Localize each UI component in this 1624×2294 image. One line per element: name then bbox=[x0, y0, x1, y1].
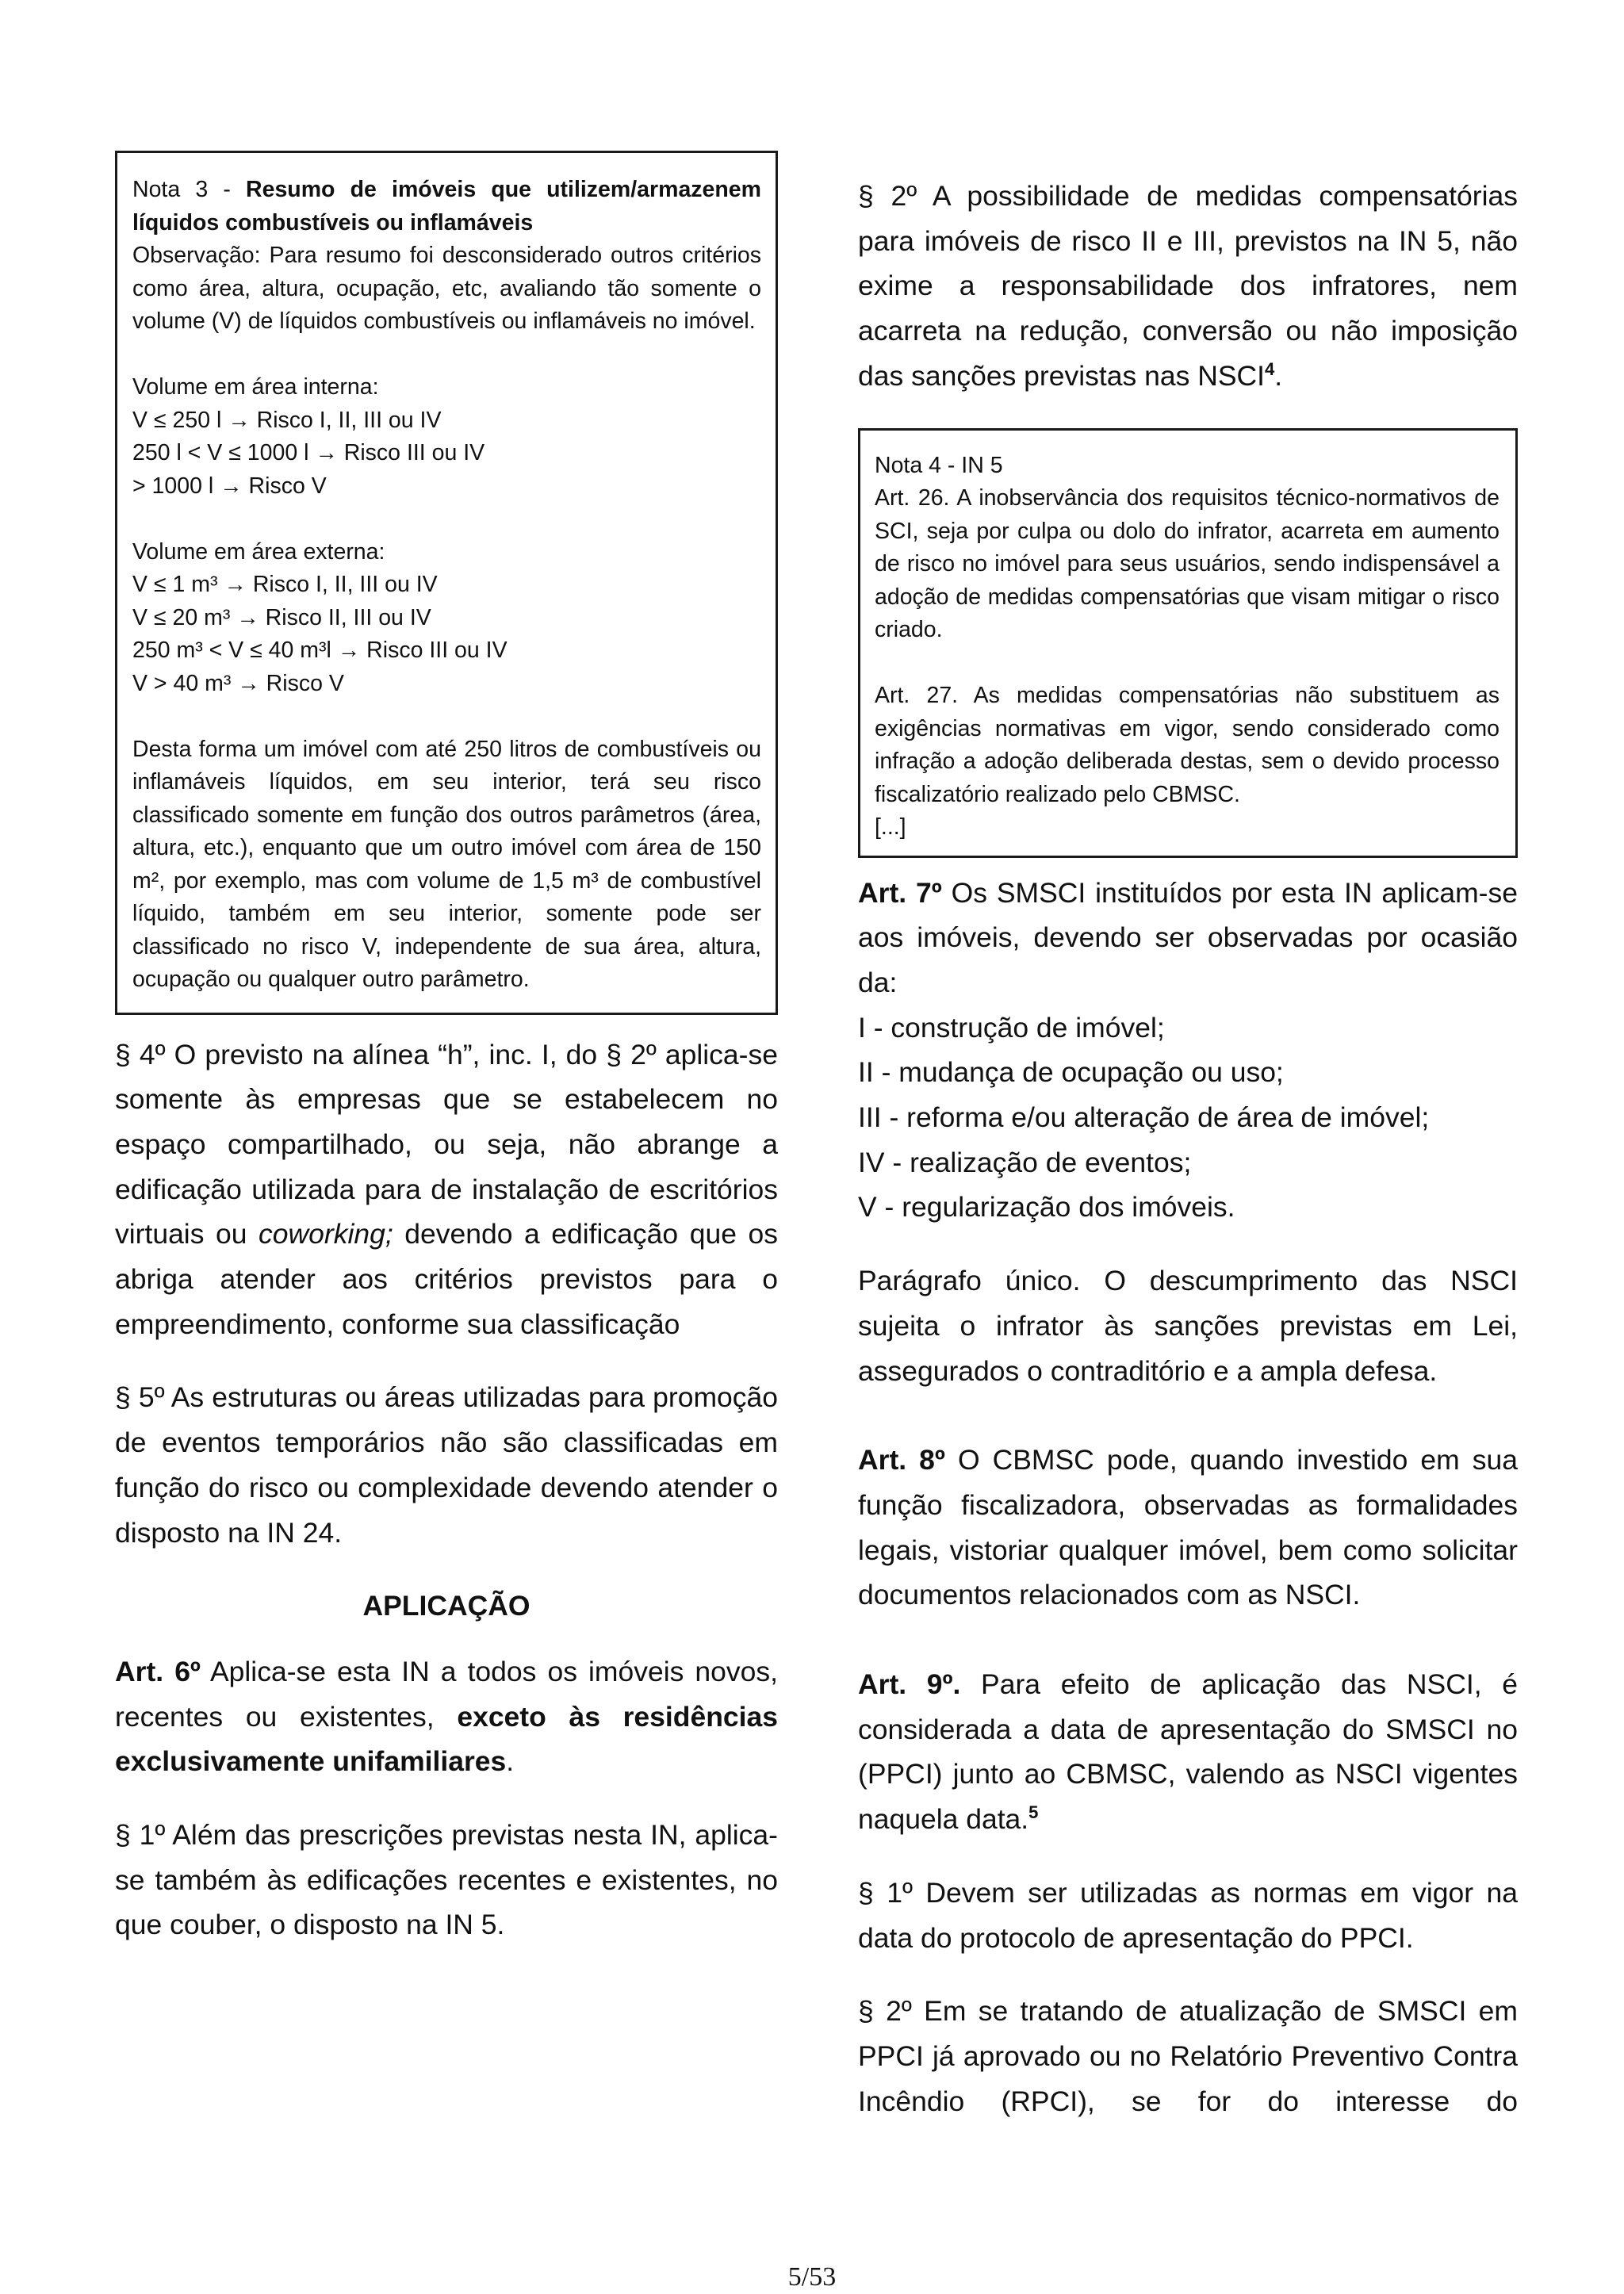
note-4-ellipsis: [...] bbox=[875, 814, 906, 841]
right-body-top bbox=[858, 174, 1518, 399]
article-9 bbox=[858, 1662, 1518, 1842]
right-body bbox=[858, 871, 1518, 2124]
article-9-label: Art. 9º. bbox=[858, 1668, 961, 1701]
note-3-internal-rule: > 1000 l → Risco V bbox=[132, 473, 327, 499]
note-4-art-27: Art. 27. As medidas compensatórias não substituem as exigências normativas em vigor, sendo considerado como infração a adoção deliberada destas, sem o devido processo fiscalizatório realizado pelo CBMSC. bbox=[875, 683, 1500, 807]
article-7-label: Art. 7º bbox=[858, 876, 942, 909]
note-3-title-paragraph bbox=[132, 174, 761, 239]
paragraph-2-text: § 2º A possibilidade de medidas compensatórias para imóveis de risco II e III, previstos na IN 5, não exime a responsabilidade dos infratores, nem acarreta na redução, conversão ou não imposição das sanções previstas nas NSCI bbox=[858, 180, 1518, 392]
note-4-art-26: Art. 26. A inobservância dos requisitos técnico-normativos de SCI, seja por culpa ou dolo do infrator, acarreta em aumento de risco no imóvel para seus usuários, sendo indispensável a adoção de medidas compensatórias que visam mitigar o risco criado. bbox=[875, 485, 1500, 643]
article-7-sole-paragraph: Parágrafo único. O descumprimento das NSCI sujeita o infrator às sanções previstas em Lei, assegurados o contraditório e a ampla defesa. bbox=[858, 1265, 1518, 1387]
article-9-text: Para efeito de aplicação das NSCI, é considerada a data de apresentação do SMSCI no (PPCI) junto ao CBMSC, valendo as NSCI vigentes naquela data. bbox=[858, 1668, 1518, 1836]
note-3-observation: Observação: Para resumo foi desconsiderado outros critérios como área, altura, ocupação, etc, avaliando tão somente o volume (V) de líquidos combustíveis ou inflamáveis no imóvel. bbox=[132, 243, 761, 334]
note-3-conclusion: Desta forma um imóvel com até 250 litros de combustíveis ou inflamáveis líquidos, em seu interior, terá seu risco classificado somente em função dos outros parâmetros (área, altura, etc.), enquanto que um outro imóvel com área de 150 m², por exemplo, mas com volume de 1,5 m³ de combustível líquido, também em seu interior, somente pode ser classificado no risco V, independente de sua área, altura, ocupação ou qualquer outro parâmetro. bbox=[132, 736, 761, 992]
section-heading-aplicacao: APLICAÇÃO bbox=[362, 1590, 530, 1622]
article-9-paragraph-2: § 2º Em se tratando de atualização de SMSCI em PPCI já aprovado ou no Relatório Preventivo Contra Incêndio (RPCI), se for do interesse do bbox=[858, 1995, 1518, 2117]
article-8 bbox=[858, 1438, 1518, 1618]
article-7-item: V - regularização dos imóveis. bbox=[858, 1191, 1235, 1224]
note-3-external-rule: V ≤ 20 m³ → Risco II, III ou IV bbox=[132, 604, 431, 630]
note-3-box bbox=[115, 151, 778, 1015]
note-3-external-heading: Volume em área externa: bbox=[132, 538, 385, 565]
paragraph-4-text: § 4º O previsto na alínea “h”, inc. I, do § 2º aplica-se somente às empresas que se estabelecem no espaço compartilhado, ou seja, não abrange a edificação utilizada para de instalação de escritórios virtuais ou bbox=[115, 1038, 778, 1250]
note-3-label: Nota 3 - bbox=[132, 177, 247, 202]
paragraph-4-italic: coworking; bbox=[259, 1218, 393, 1250]
article-7-text: Os SMSCI instituídos por esta IN aplicam-se aos imóveis, devendo ser observadas por ocasião da: bbox=[858, 876, 1518, 998]
article-7-item: IV - realização de eventos; bbox=[858, 1146, 1192, 1178]
footnote-ref-5: 5 bbox=[1028, 1802, 1039, 1823]
article-7-item: I - construção de imóvel; bbox=[858, 1011, 1165, 1044]
paragraph-5: § 5º As estruturas ou áreas utilizadas para promoção de eventos temporários não são classificadas em função do risco ou complexidade devendo atender o disposto na IN 24. bbox=[115, 1381, 778, 1549]
article-8-label: Art. 8º bbox=[858, 1444, 945, 1476]
note-3-internal-rule: V ≤ 250 l → Risco I, II, III ou IV bbox=[132, 407, 442, 433]
note-3-internal-heading: Volume em área interna: bbox=[132, 374, 379, 400]
article-6: Art. 6º Aplica-se esta IN a todos os imóveis novos, recentes ou existentes, exceto às residências exclusivamente unifamiliares. bbox=[115, 1655, 778, 1778]
paragraph-4-text-end: devendo a edificação que os abriga atender aos critérios previstos para o empreendimento, conforme sua classificação bbox=[115, 1218, 778, 1340]
footnote-ref-4: 4 bbox=[1265, 358, 1275, 379]
left-column bbox=[115, 151, 778, 1947]
note-4-box bbox=[858, 428, 1518, 858]
paragraph-2-compensatory: § 2º A possibilidade de medidas compensatórias para imóveis de risco II e III, previstos na IN 5, não exime a responsabilidade dos infratores, nem acarreta na redução, conversão ou não imposição das sanções previstas nas NSCI$^4$. bbox=[858, 180, 1518, 392]
article-7-item: III - reforma e/ou alteração de área de imóvel; bbox=[858, 1101, 1430, 1134]
article-6-bold: exceto às residências exclusivamente unifamiliares bbox=[115, 1700, 778, 1778]
note-3-title: Resumo de imóveis que utilizem/armazenem líquidos combustíveis ou inflamáveis bbox=[132, 177, 761, 236]
note-3-external-rule: V > 40 m³ → Risco V bbox=[132, 670, 344, 696]
article-6-paragraph-1: § 1º Além das prescrições previstas nesta IN, aplica-se também às edificações recentes e existentes, no que couber, o disposto na IN 5. bbox=[115, 1819, 778, 1941]
note-3-external-rule: 250 m³ < V ≤ 40 m³l → Risco III ou IV bbox=[132, 638, 508, 663]
article-8-text: O CBMSC pode, quando investido em sua função fiscalizadora, observadas as formalidades legais, vistoriar qualquer imóvel, bem como solicitar documentos relacionados com as NSCI. bbox=[858, 1444, 1518, 1611]
article-7-item: II - mudança de ocupação ou uso; bbox=[858, 1056, 1284, 1089]
note-3-external-rule: V ≤ 1 m³ → Risco I, II, III ou IV bbox=[132, 572, 438, 597]
left-body bbox=[115, 1032, 778, 1948]
paragraph-4 bbox=[115, 1032, 778, 1347]
page-number: 5/53 bbox=[787, 2262, 837, 2292]
right-column bbox=[858, 151, 1518, 2124]
note-3-internal-rule: 250 l < V ≤ 1000 l → Risco III ou IV bbox=[132, 440, 485, 465]
article-7 bbox=[858, 871, 1518, 1005]
note-4-label: Nota 4 - IN 5 bbox=[875, 452, 1003, 478]
article-9-paragraph-1: § 1º Devem ser utilizadas as normas em vigor na data do protocolo de apresentação do PPCI. bbox=[858, 1876, 1518, 1954]
article-6-label: Art. 6º bbox=[115, 1655, 201, 1687]
article-6-text: Aplica-se esta IN a todos os imóveis novos, recentes ou existentes, bbox=[115, 1655, 778, 1733]
